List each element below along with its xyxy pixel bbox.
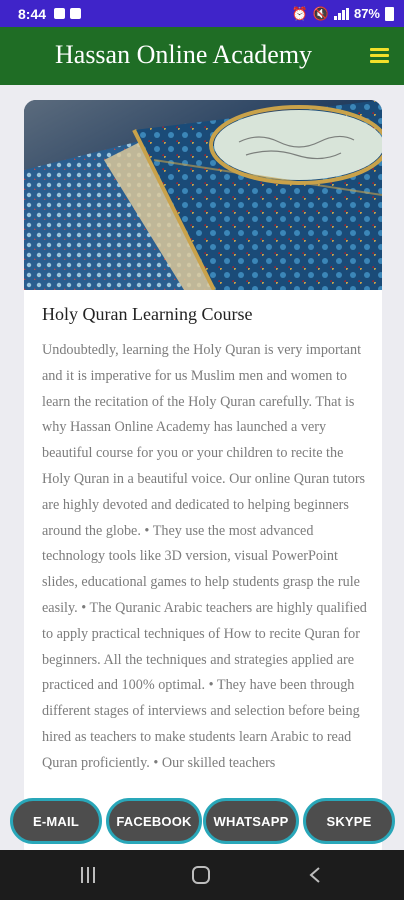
app-title: Hassan Online Academy	[55, 40, 313, 69]
whatsapp-button[interactable]: WHATSAPP	[203, 798, 299, 844]
status-bar	[0, 0, 404, 27]
status-time: 8:44	[18, 5, 47, 22]
course-card	[24, 100, 382, 860]
navigation-bar	[0, 850, 404, 900]
recent-apps-icon[interactable]	[81, 867, 97, 883]
facebook-button[interactable]: FACEBOOK	[106, 798, 202, 844]
signal-icon	[334, 8, 349, 20]
battery-icon	[385, 7, 394, 21]
mute-icon: 🔇	[312, 5, 329, 21]
battery-level: 87%	[353, 6, 380, 21]
message-notification-icon	[54, 8, 65, 19]
contact-buttons	[0, 798, 404, 848]
back-icon[interactable]	[308, 866, 322, 884]
quran-image	[24, 100, 382, 290]
app-header	[0, 27, 404, 85]
email-button[interactable]: E-MAIL	[10, 798, 102, 844]
skype-button[interactable]: SKYPE	[303, 798, 395, 844]
course-title: Holy Quran Learning Course	[42, 304, 253, 324]
alarm-icon: ⏰	[291, 5, 308, 21]
home-icon[interactable]	[192, 866, 210, 884]
course-description: Undoubtedly, learning the Holy Quran is very important and it is imperative for us Muslim men and women to learn the recitation of the Holy Quran carefully. That is why Hassan Online Academy has launched a very beautiful course for you or your children to recite the Holy Quran in a beautiful voice. Our online Quran tutors are highly devoted and dedicated to helping beginners around the globe. • They use the most advanced technology tools like 3D version, visual PowerPoint slides, educational games to help students grasp the rule easily. • The Quranic Arabic teachers are highly qualified to apply practical techniques of How to recite Quran for beginners. All the techniques and strategies applied are practiced and 100% optimal. • They have been through different stages of interviews and selection before being hired as teachers to make students learn Arabic to read Quran proficiently. • Our skilled teachers	[42, 342, 367, 771]
hamburger-menu-icon[interactable]	[370, 48, 389, 64]
gallery-notification-icon	[70, 8, 81, 19]
status-indicators	[292, 6, 394, 22]
